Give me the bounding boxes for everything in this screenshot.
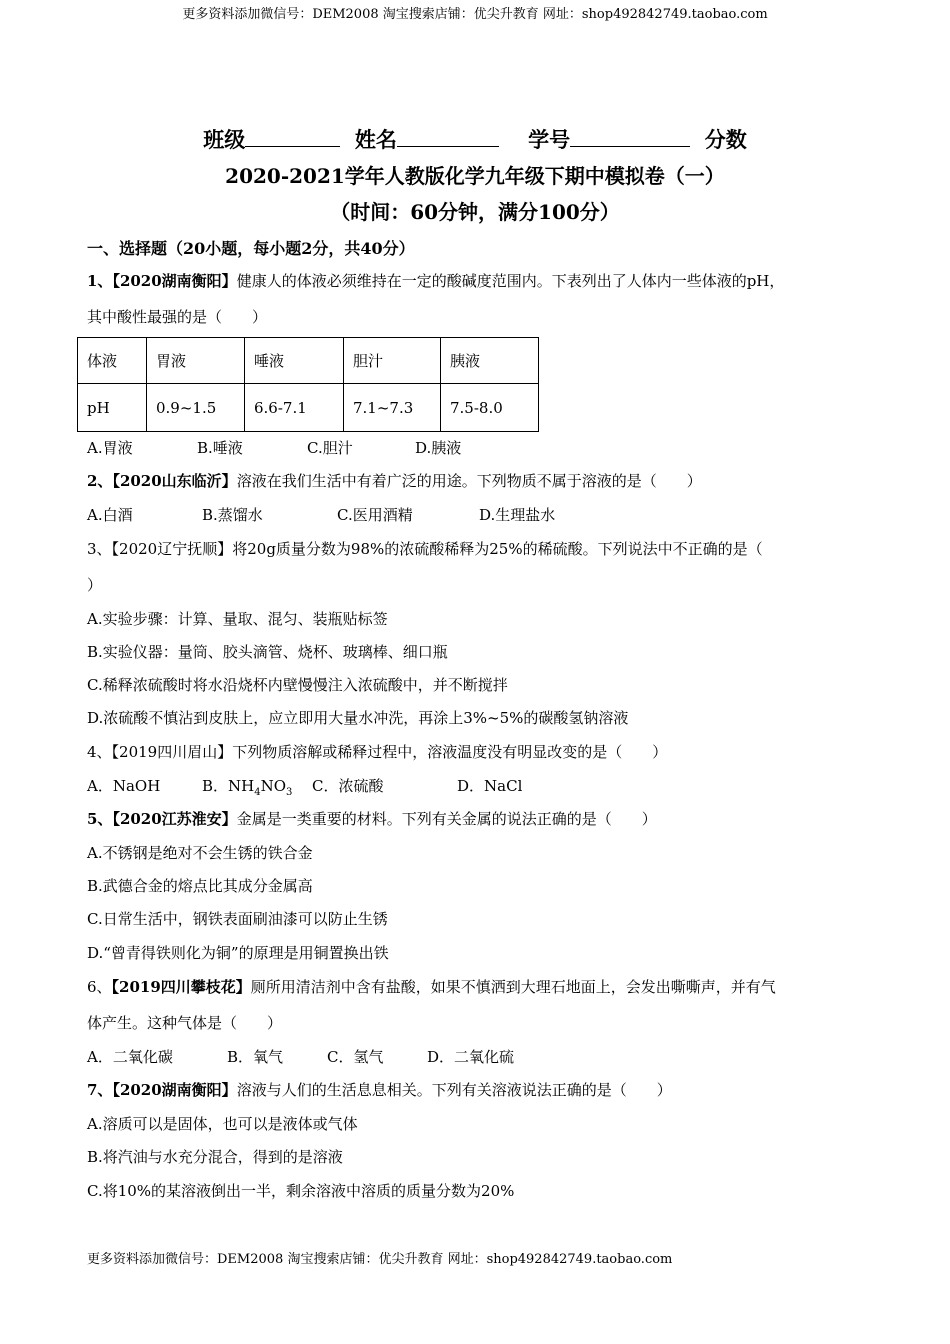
question-text: 金属是一类重要的材料。下列有关金属的说法正确的是（ ）	[236, 810, 657, 828]
question-source: 【2019四川攀枝花】	[111, 978, 251, 996]
option-a: A.实验步骤：计算、量取、混匀、装瓶贴标签	[87, 610, 388, 628]
question-4-options	[87, 775, 522, 798]
question-number: 2、	[87, 472, 113, 490]
option-a: A．二氧化碳	[87, 1048, 173, 1066]
option-b: B.将汽油与水充分混合，得到的是溶液	[87, 1148, 343, 1166]
option-a: A.不锈钢是绝对不会生锈的铁合金	[87, 844, 313, 862]
option-c: C．浓硫酸	[312, 777, 384, 795]
option-b: B.唾液	[197, 439, 243, 457]
page-title: 2020-2021学年人教版化学九年级下期中模拟卷（一）	[225, 164, 725, 188]
name-blank	[397, 128, 499, 147]
class-label: 班级	[203, 127, 246, 152]
question-number: 3、	[87, 540, 112, 558]
question-6-options	[87, 1046, 514, 1067]
question-2	[87, 470, 702, 491]
question-text: 溶液与人们的生活息息相关。下列有关溶液说法正确的是（ ）	[236, 1081, 672, 1099]
table-cell: 7.1~7.3	[344, 384, 441, 432]
question-2-options	[87, 504, 555, 525]
question-source: 【2020山东临沂】	[112, 472, 237, 490]
question-7	[87, 1079, 672, 1100]
option-a: A．NaOH	[87, 777, 161, 795]
question-text: 下列物质溶解或稀释过程中，溶液温度没有明显改变的是（ ）	[232, 743, 668, 761]
table-cell: 7.5-8.0	[441, 384, 539, 432]
class-blank	[245, 128, 340, 147]
question-text: 厕所用清洁剂中含有盐酸，如果不慎洒到大理石地面上，会发出嘶嘶声，并有气	[250, 978, 776, 996]
section-heading: 一、选择题（20小题，每小题2分，共40分）	[87, 239, 415, 258]
table-row	[78, 384, 539, 432]
option-c: C.稀释浓硫酸时将水沿烧杯内壁慢慢注入浓硫酸中，并不断搅拌	[87, 676, 508, 694]
question-1	[87, 270, 784, 291]
question-3	[87, 538, 763, 559]
question-number: 5、	[87, 810, 113, 828]
option-d: D．二氧化硫	[427, 1048, 515, 1066]
question-5	[87, 808, 657, 829]
table-cell: pH	[78, 384, 147, 432]
option-c: C.胆汁	[307, 439, 353, 457]
option-c: C.日常生活中，钢铁表面刷油漆可以防止生锈	[87, 910, 388, 928]
option-d: D.生理盐水	[479, 506, 556, 524]
question-source: 【2020湖南衡阳】	[112, 1081, 237, 1099]
option-a: A.白酒	[87, 506, 133, 524]
question-number: 7、	[87, 1081, 113, 1099]
table-cell: 6.6-7.1	[245, 384, 344, 432]
page-footer: 更多资料添加微信号：DEM2008 淘宝搜索店铺：优尖升教育 网址：shop492842749.taobao.com	[87, 1252, 673, 1267]
page-header: 更多资料添加微信号：DEM2008 淘宝搜索店铺：优尖升教育 网址：shop492842749.taobao.com	[182, 7, 768, 22]
number-blank	[570, 128, 690, 147]
page-subtitle: （时间：60分钟，满分100分）	[330, 200, 620, 224]
option-c: C．氢气	[327, 1048, 384, 1066]
table-cell: 体液	[78, 338, 147, 384]
option-d: D．NaCl	[457, 777, 523, 795]
score-label: 分数	[704, 127, 747, 152]
option-a: A.胃液	[87, 439, 133, 457]
option-d: D.胰液	[415, 439, 462, 457]
option-c: C.将10%的某溶液倒出一半，剩余溶液中溶质的质量分数为20%	[87, 1182, 515, 1200]
option-b: B.蒸馏水	[202, 506, 263, 524]
question-number: 4、	[87, 743, 112, 761]
question-text: 将20g质量分数为98%的浓硫酸稀释为25%的稀硫酸。下列说法中不正确的是（	[232, 540, 763, 558]
option-d: D.“曾青得铁则化为铜”的原理是用铜置换出铁	[87, 944, 389, 962]
student-info-line	[0, 124, 950, 154]
question-source: 【2020辽宁抚顺】	[111, 540, 233, 558]
question-4	[87, 741, 667, 762]
option-b: B.实验仪器：量筒、胶头滴管、烧杯、玻璃棒、细口瓶	[87, 643, 448, 661]
table-cell: 0.9~1.5	[147, 384, 245, 432]
question-1-options	[87, 437, 461, 458]
question-source: 【2020湖南衡阳】	[112, 272, 237, 290]
table-cell: 胃液	[147, 338, 245, 384]
table-cell: 胆汁	[344, 338, 441, 384]
question-3-cont: ）	[87, 576, 103, 594]
option-d: D.浓硫酸不慎沾到皮肤上，应立即用大量水冲洗，再涂上3%~5%的碳酸氢钠溶液	[87, 709, 629, 727]
table-cell: 胰液	[441, 338, 539, 384]
question-6-cont: 体产生。这种气体是（ ）	[87, 1014, 283, 1032]
option-b: B.武德合金的熔点比其成分金属高	[87, 877, 313, 895]
question-number: 6、	[87, 978, 112, 996]
question-source: 【2019四川眉山】	[111, 743, 233, 761]
question-text: 健康人的体液必须维持在一定的酸碱度范围内。下表列出了人体内一些体液的pH，	[236, 272, 785, 290]
name-label: 姓名	[354, 127, 397, 152]
option-a: A.溶质可以是固体，也可以是液体或气体	[87, 1115, 358, 1133]
ph-table	[77, 337, 539, 432]
table-row	[78, 338, 539, 384]
number-label: 学号	[528, 127, 571, 152]
table-cell: 唾液	[245, 338, 344, 384]
question-text: 溶液在我们生活中有着广泛的用途。下列物质不属于溶液的是（ ）	[236, 472, 702, 490]
option-b: B．氧气	[227, 1048, 284, 1066]
option-c: C.医用酒精	[337, 506, 413, 524]
question-1-cont: 其中酸性最强的是（ ）	[87, 308, 268, 326]
option-b: B．$NH_4NO_3$	[202, 777, 293, 798]
question-6	[87, 976, 776, 997]
question-number: 1、	[87, 272, 113, 290]
question-source: 【2020江苏淮安】	[112, 810, 237, 828]
